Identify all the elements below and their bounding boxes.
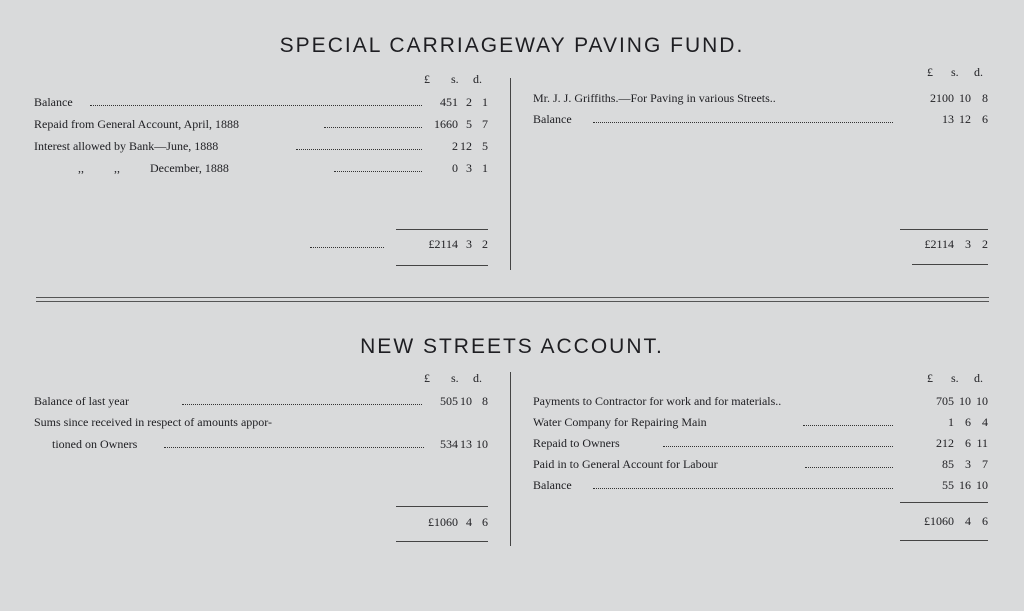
row-pence: 8 — [482, 394, 488, 408]
fund1-right-row — [533, 90, 989, 106]
row-pence: 7 — [482, 117, 488, 131]
total-shillings: 4 — [466, 515, 472, 529]
row-label: Balance of last year — [34, 394, 129, 408]
fund2-left-row — [34, 393, 489, 409]
row-pence: 8 — [982, 91, 988, 105]
fund1-left-pence-header: d. — [473, 72, 482, 86]
row-label: Water Company for Repairing Main — [533, 415, 707, 429]
row-pence: 7 — [982, 457, 988, 471]
total-shillings: 4 — [965, 514, 971, 528]
row-label: Repaid from General Account, April, 1888 — [34, 117, 239, 131]
fund1-left-row — [34, 160, 489, 176]
row-pence: 5 — [482, 139, 488, 153]
row-shillings: 6 — [965, 415, 971, 429]
row-shillings: 12 — [460, 139, 472, 153]
row-pounds: 2100 — [930, 91, 954, 105]
fund1-right-total-rule — [900, 229, 988, 230]
row-pounds: 451 — [440, 95, 458, 109]
fund2-left-total-row — [310, 514, 489, 530]
row-pounds: 505 — [440, 394, 458, 408]
row-pounds: 55 — [942, 478, 954, 492]
row-pence: 10 — [976, 394, 988, 408]
fund2-left-row — [34, 436, 489, 452]
row-pence: 4 — [982, 415, 988, 429]
row-pounds: 2 — [452, 139, 458, 153]
row-pounds: 13 — [942, 112, 954, 126]
fund1-left-shillings-header: s. — [451, 72, 459, 86]
row-label: Payments to Contractor for work and for materials.. — [533, 394, 782, 408]
fund1-right-pounds-header: £ — [927, 65, 933, 79]
fund2-right-row — [533, 393, 989, 409]
fund1-right-total-row — [810, 236, 989, 252]
row-label: Sums since received in respect of amounts appor- — [34, 415, 273, 429]
row-shillings: 10 — [460, 394, 472, 408]
row-shillings: 13 — [460, 437, 472, 451]
total-pounds: £1060 — [924, 514, 954, 528]
row-shillings: 3 — [965, 457, 971, 471]
fund1-right-shillings-header: s. — [951, 65, 959, 79]
fund2-right-row — [533, 456, 989, 472]
fund1-left-total-row — [310, 236, 489, 252]
fund1-left-row — [34, 94, 489, 110]
row-pounds: 212 — [936, 436, 954, 450]
row-shillings: 16 — [959, 478, 971, 492]
fund1-left-total-underline — [396, 265, 488, 266]
fund1-left-pounds-header: £ — [424, 72, 430, 86]
total-pence: 6 — [982, 514, 988, 528]
fund2-right-pence-header: d. — [974, 371, 983, 385]
fund1-left-row — [34, 116, 489, 132]
fund1-right-row — [533, 111, 989, 127]
fund1-left-total-rule — [396, 229, 488, 230]
total-pence: 2 — [982, 237, 988, 251]
row-label: tioned on Owners — [52, 437, 138, 451]
row-pence: 6 — [982, 112, 988, 126]
fund2-left-total-rule — [396, 506, 488, 507]
row-label: Paid in to General Account for Labour — [533, 457, 718, 471]
fund1-column-divider — [510, 78, 511, 270]
row-label: Interest allowed by Bank—June, 1888 — [34, 139, 219, 153]
row-shillings: 6 — [965, 436, 971, 450]
row-shillings: 5 — [466, 117, 472, 131]
row-shillings: 3 — [466, 161, 472, 175]
row-pounds: 534 — [440, 437, 458, 451]
fund1-right-pence-header: d. — [974, 65, 983, 79]
fund2-title: NEW STREETS ACCOUNT. — [360, 335, 664, 358]
fund1-right-total-underline — [912, 264, 988, 265]
fund2-right-pounds-header: £ — [927, 371, 933, 385]
total-pence: 6 — [482, 515, 488, 529]
row-pounds: 0 — [452, 161, 458, 175]
total-shillings: 3 — [466, 237, 472, 251]
row-pounds: 705 — [936, 394, 954, 408]
fund2-left-row — [34, 414, 489, 430]
row-label: Balance — [533, 112, 572, 126]
total-shillings: 3 — [965, 237, 971, 251]
row-pence: 1 — [482, 95, 488, 109]
row-pounds: 1660 — [434, 117, 458, 131]
row-pounds: 85 — [942, 457, 954, 471]
fund2-column-divider — [510, 372, 511, 546]
row-shillings: 10 — [959, 394, 971, 408]
fund2-left-pounds-header: £ — [424, 371, 430, 385]
row-label: Repaid to Owners — [533, 436, 620, 450]
row-label: Balance — [34, 95, 73, 109]
row-shillings: 12 — [959, 112, 971, 126]
fund2-right-total-underline — [900, 540, 988, 541]
row-shillings: 2 — [466, 95, 472, 109]
section-divider — [36, 301, 989, 302]
total-pence: 2 — [482, 237, 488, 251]
row-pounds: 1 — [948, 415, 954, 429]
total-pounds: £2114 — [428, 237, 458, 251]
fund1-left-row — [34, 138, 489, 154]
fund2-left-shillings-header: s. — [451, 371, 459, 385]
fund1-title: SPECIAL CARRIAGEWAY PAVING FUND. — [279, 34, 745, 57]
row-pence: 10 — [976, 478, 988, 492]
row-shillings: 10 — [959, 91, 971, 105]
row-pence: 11 — [976, 436, 988, 450]
section-divider — [36, 297, 989, 298]
total-pounds: £2114 — [924, 237, 954, 251]
row-pence: 10 — [476, 437, 488, 451]
fund2-right-row — [533, 435, 989, 451]
fund2-right-total-row — [810, 513, 989, 529]
fund2-right-shillings-header: s. — [951, 371, 959, 385]
total-pounds: £1060 — [428, 515, 458, 529]
fund2-left-total-underline — [396, 541, 488, 542]
row-label: ,, ,, December, 1888 — [78, 161, 229, 175]
fund2-right-row — [533, 414, 989, 430]
fund2-left-pence-header: d. — [473, 371, 482, 385]
row-pence: 1 — [482, 161, 488, 175]
fund2-right-row — [533, 477, 989, 493]
fund2-right-total-rule — [900, 502, 988, 503]
row-label: Mr. J. J. Griffiths.—For Paving in various Streets.. — [533, 91, 776, 105]
row-label: Balance — [533, 478, 572, 492]
